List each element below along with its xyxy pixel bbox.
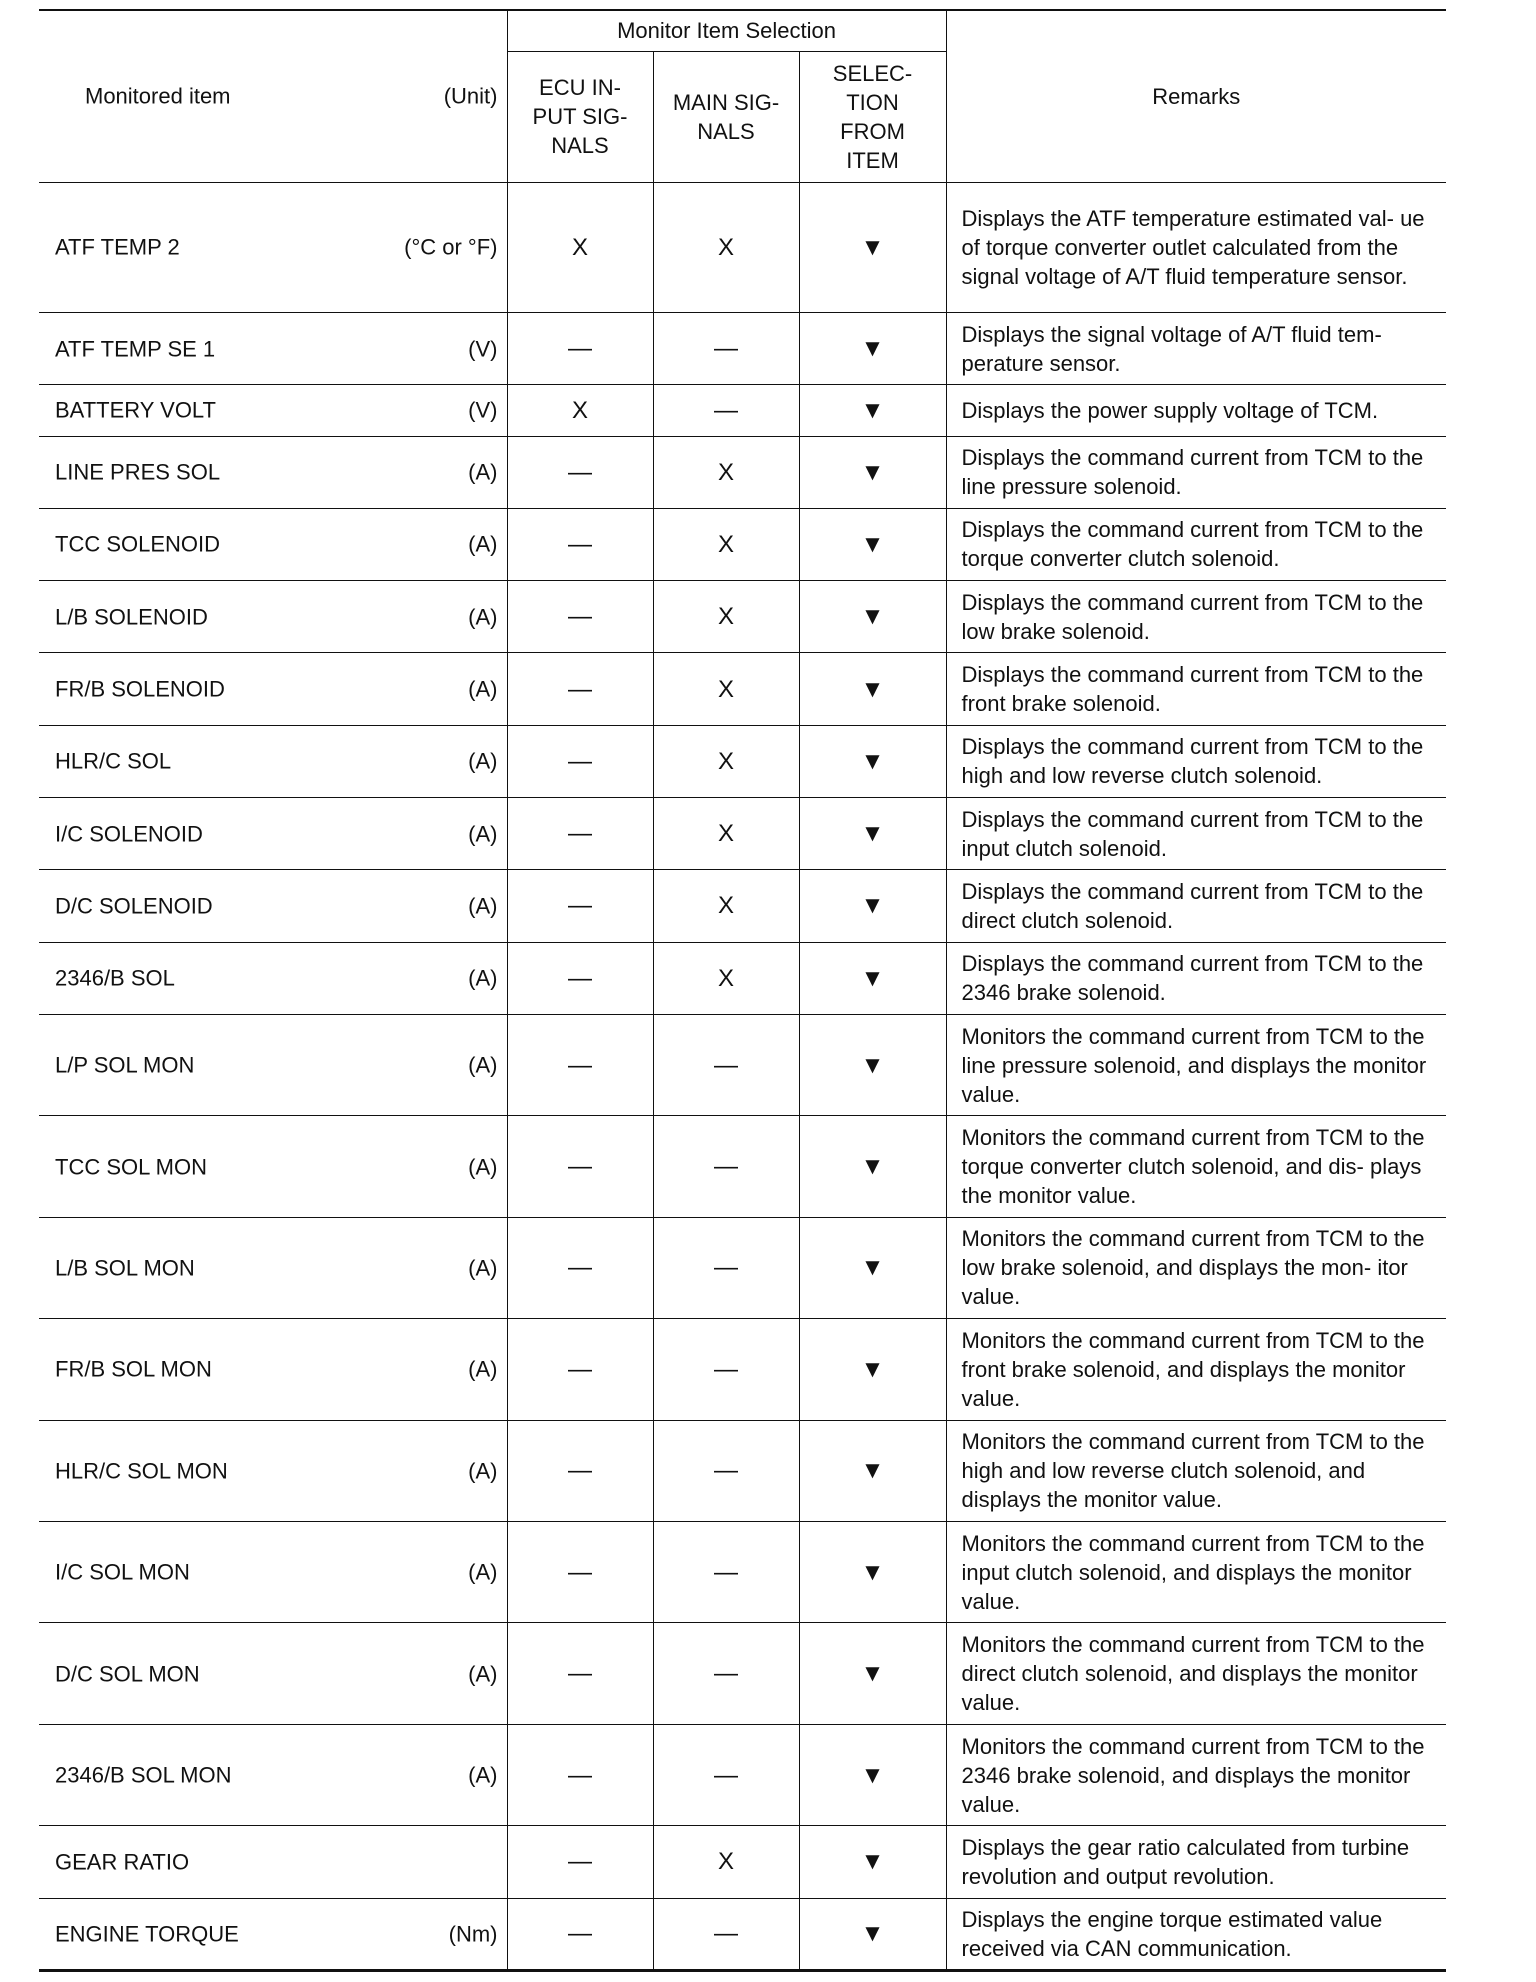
remarks-cell: Monitors the command current from TCM to the direct clutch solenoid, and displays the monitor value. — [946, 1623, 1446, 1724]
selection-from-item-mark: ▼ — [799, 1116, 946, 1217]
header-ecu-input-signals: ECU IN- PUT SIG- NALS — [507, 51, 653, 182]
item-unit: (A) — [468, 459, 498, 485]
remarks-cell: Displays the gear ratio calculated from turbine revolution and output revolution. — [946, 1826, 1446, 1898]
main-signal-mark: X — [653, 1826, 799, 1898]
monitored-item-cell — [39, 1420, 507, 1521]
item-name: TCC SOL MON — [55, 1154, 207, 1180]
monitored-item-cell — [39, 1724, 507, 1825]
monitored-item-cell — [39, 1217, 507, 1318]
ecu-input-signal-mark: — — [507, 1014, 653, 1115]
selection-from-item-mark: ▼ — [799, 1319, 946, 1420]
selection-from-item-mark: ▼ — [799, 313, 946, 385]
item-unit: (V) — [468, 336, 498, 362]
item-name: I/C SOLENOID — [55, 821, 203, 847]
item-name: L/B SOL MON — [55, 1255, 195, 1281]
table-row — [39, 581, 1446, 653]
main-signal-mark: X — [653, 182, 799, 313]
table-row — [39, 1014, 1446, 1115]
table-row — [39, 1116, 1446, 1217]
item-unit: (A) — [468, 1762, 498, 1788]
main-signal-mark: — — [653, 313, 799, 385]
header-unit-label: (Unit) — [443, 83, 498, 109]
main-signal-mark: X — [653, 436, 799, 508]
item-name: L/B SOLENOID — [55, 604, 208, 630]
remarks-cell: Displays the signal voltage of A/T fluid tem- perature sensor. — [946, 313, 1446, 385]
remarks-cell: Displays the power supply voltage of TCM. — [946, 385, 1446, 436]
item-name: FR/B SOLENOID — [55, 676, 225, 702]
monitored-item-cell — [39, 1623, 507, 1724]
table-row — [39, 436, 1446, 508]
main-signal-mark: X — [653, 798, 799, 870]
remarks-cell: Displays the command current from TCM to the torque converter clutch solenoid. — [946, 508, 1446, 580]
table-row — [39, 725, 1446, 797]
item-unit: (A) — [468, 1154, 498, 1180]
remarks-cell: Monitors the command current from TCM to the high and low reverse clutch solenoid, and displays the monitor value. — [946, 1420, 1446, 1521]
monitored-item-cell — [39, 1826, 507, 1898]
item-name: FR/B SOL MON — [55, 1356, 212, 1382]
ecu-input-signal-mark: — — [507, 508, 653, 580]
item-name: LINE PRES SOL — [55, 459, 221, 485]
remarks-cell: Monitors the command current from TCM to the 2346 brake solenoid, and displays the monitor value. — [946, 1724, 1446, 1825]
item-unit: (A) — [468, 1255, 498, 1281]
item-unit: (A) — [468, 893, 498, 919]
main-signal-mark: — — [653, 1014, 799, 1115]
item-name: TCC SOLENOID — [55, 531, 221, 557]
item-unit: (A) — [468, 604, 498, 630]
remarks-cell: Monitors the command current from TCM to the line pressure solenoid, and displays the monitor value. — [946, 1014, 1446, 1115]
ecu-input-signal-mark: — — [507, 653, 653, 725]
item-unit: (A) — [468, 748, 498, 774]
table-row — [39, 1623, 1446, 1724]
table-row — [39, 385, 1446, 436]
table-row — [39, 798, 1446, 870]
selection-from-item-mark: ▼ — [799, 1826, 946, 1898]
selection-from-item-mark: ▼ — [799, 385, 946, 436]
item-name: ATF TEMP SE 1 — [55, 336, 216, 362]
ecu-input-signal-mark: — — [507, 1724, 653, 1825]
ecu-input-signal-mark: — — [507, 581, 653, 653]
monitored-item-cell — [39, 508, 507, 580]
item-unit: (A) — [468, 965, 498, 991]
header-remarks: Remarks — [946, 10, 1446, 182]
ecu-input-signal-mark: — — [507, 1826, 653, 1898]
ecu-input-signal-mark: — — [507, 436, 653, 508]
monitored-item-cell — [39, 313, 507, 385]
ecu-input-signal-mark: — — [507, 1522, 653, 1623]
item-unit: (A) — [468, 1356, 498, 1382]
header-selection-from-item: SELEC- TION FROM ITEM — [799, 51, 946, 182]
item-unit: (V) — [468, 397, 498, 423]
selection-from-item-mark: ▼ — [799, 581, 946, 653]
main-signal-mark: X — [653, 653, 799, 725]
ecu-input-signal-mark: — — [507, 1319, 653, 1420]
item-unit: (A) — [468, 676, 498, 702]
remarks-cell: Monitors the command current from TCM to the input clutch solenoid, and displays the monitor value. — [946, 1522, 1446, 1623]
monitored-item-cell — [39, 182, 507, 313]
monitored-item-cell — [39, 436, 507, 508]
selection-from-item-mark: ▼ — [799, 1898, 946, 1970]
selection-from-item-mark: ▼ — [799, 1420, 946, 1521]
main-signal-mark: — — [653, 1217, 799, 1318]
remarks-cell: Displays the command current from TCM to the low brake solenoid. — [946, 581, 1446, 653]
selection-from-item-mark: ▼ — [799, 1522, 946, 1623]
main-signal-mark: — — [653, 1898, 799, 1970]
monitored-item-cell — [39, 798, 507, 870]
ecu-input-signal-mark: — — [507, 942, 653, 1014]
main-signal-mark: — — [653, 1522, 799, 1623]
header-monitored-item-label: Monitored item — [85, 83, 231, 109]
monitored-item-cell — [39, 870, 507, 942]
monitored-item-cell — [39, 1319, 507, 1420]
main-signal-mark: X — [653, 508, 799, 580]
table-row — [39, 653, 1446, 725]
item-name: 2346/B SOL MON — [55, 1762, 232, 1788]
remarks-cell: Displays the command current from TCM to the input clutch solenoid. — [946, 798, 1446, 870]
remarks-cell: Displays the command current from TCM to the line pressure solenoid. — [946, 436, 1446, 508]
table-row — [39, 1319, 1446, 1420]
table-row — [39, 1420, 1446, 1521]
item-unit: (°C or °F) — [404, 234, 498, 260]
header-monitored-item — [39, 10, 507, 182]
item-unit: (Nm) — [448, 1921, 498, 1947]
selection-from-item-mark: ▼ — [799, 182, 946, 313]
item-name: HLR/C SOL — [55, 748, 172, 774]
monitored-item-cell — [39, 1014, 507, 1115]
remarks-cell: Monitors the command current from TCM to the front brake solenoid, and displays the monitor value. — [946, 1319, 1446, 1420]
table-row — [39, 942, 1446, 1014]
item-unit: (A) — [468, 1052, 498, 1078]
remarks-cell: Displays the command current from TCM to the high and low reverse clutch solenoid. — [946, 725, 1446, 797]
monitored-item-cell — [39, 1898, 507, 1970]
main-signal-mark: X — [653, 725, 799, 797]
remarks-cell: Displays the ATF temperature estimated val- ue of torque converter outlet calculated from the signal voltage of A/T fluid temperature sensor. — [946, 182, 1446, 313]
ecu-input-signal-mark: — — [507, 870, 653, 942]
main-signal-mark: — — [653, 1724, 799, 1825]
table-row — [39, 313, 1446, 385]
remarks-cell: Displays the command current from TCM to the front brake solenoid. — [946, 653, 1446, 725]
main-signal-mark: — — [653, 1420, 799, 1521]
ecu-input-signal-mark: — — [507, 798, 653, 870]
remarks-cell: Displays the command current from TCM to the direct clutch solenoid. — [946, 870, 1446, 942]
item-name: 2346/B SOL — [55, 965, 175, 991]
remarks-cell: Displays the command current from TCM to the 2346 brake solenoid. — [946, 942, 1446, 1014]
table-row — [39, 870, 1446, 942]
monitor-item-table — [39, 9, 1446, 1972]
main-signal-mark: X — [653, 581, 799, 653]
main-signal-mark: — — [653, 1623, 799, 1724]
selection-from-item-mark: ▼ — [799, 1623, 946, 1724]
remarks-cell: Monitors the command current from TCM to the low brake solenoid, and displays the mon- itor value. — [946, 1217, 1446, 1318]
remarks-cell: Monitors the command current from TCM to the torque converter clutch solenoid, and dis- plays the monitor value. — [946, 1116, 1446, 1217]
ecu-input-signal-mark: — — [507, 1217, 653, 1318]
item-name: D/C SOL MON — [55, 1661, 200, 1687]
main-signal-mark: X — [653, 870, 799, 942]
item-unit: (A) — [468, 1661, 498, 1687]
item-name: BATTERY VOLT — [55, 397, 216, 423]
table-row — [39, 1826, 1446, 1898]
table-row — [39, 1724, 1446, 1825]
main-signal-mark: X — [653, 942, 799, 1014]
main-signal-mark: — — [653, 1116, 799, 1217]
ecu-input-signal-mark: — — [507, 725, 653, 797]
selection-from-item-mark: ▼ — [799, 798, 946, 870]
selection-from-item-mark: ▼ — [799, 1014, 946, 1115]
selection-from-item-mark: ▼ — [799, 1217, 946, 1318]
ecu-input-signal-mark: — — [507, 1898, 653, 1970]
monitored-item-cell — [39, 1522, 507, 1623]
ecu-input-signal-mark: — — [507, 1623, 653, 1724]
ecu-input-signal-mark: X — [507, 182, 653, 313]
item-name: I/C SOL MON — [55, 1559, 190, 1585]
ecu-input-signal-mark: X — [507, 385, 653, 436]
item-name: ATF TEMP 2 — [55, 234, 180, 260]
item-unit: (A) — [468, 531, 498, 557]
item-unit: (A) — [468, 1458, 498, 1484]
selection-from-item-mark: ▼ — [799, 942, 946, 1014]
ecu-input-signal-mark: — — [507, 1420, 653, 1521]
selection-from-item-mark: ▼ — [799, 725, 946, 797]
selection-from-item-mark: ▼ — [799, 508, 946, 580]
item-name: D/C SOLENOID — [55, 893, 213, 919]
item-unit: (A) — [468, 1559, 498, 1585]
selection-from-item-mark: ▼ — [799, 436, 946, 508]
ecu-input-signal-mark: — — [507, 313, 653, 385]
item-name: HLR/C SOL MON — [55, 1458, 228, 1484]
monitored-item-cell — [39, 581, 507, 653]
item-unit: (A) — [468, 821, 498, 847]
monitored-item-cell — [39, 1116, 507, 1217]
item-name: ENGINE TORQUE — [55, 1921, 239, 1947]
selection-from-item-mark: ▼ — [799, 653, 946, 725]
header-main-signals: MAIN SIG- NALS — [653, 51, 799, 182]
header-monitor-item-selection: Monitor Item Selection — [507, 10, 946, 51]
item-name: GEAR RATIO — [55, 1849, 190, 1875]
ecu-input-signal-mark: — — [507, 1116, 653, 1217]
monitored-item-cell — [39, 385, 507, 436]
main-signal-mark: — — [653, 385, 799, 436]
main-signal-mark: — — [653, 1319, 799, 1420]
table-row — [39, 508, 1446, 580]
selection-from-item-mark: ▼ — [799, 870, 946, 942]
monitored-item-cell — [39, 725, 507, 797]
item-name: L/P SOL MON — [55, 1052, 195, 1078]
table-row — [39, 1522, 1446, 1623]
monitored-item-cell — [39, 942, 507, 1014]
table-row — [39, 1898, 1446, 1970]
remarks-cell: Displays the engine torque estimated value received via CAN communication. — [946, 1898, 1446, 1970]
selection-from-item-mark: ▼ — [799, 1724, 946, 1825]
table-row — [39, 182, 1446, 313]
monitored-item-cell — [39, 653, 507, 725]
table-row — [39, 1217, 1446, 1318]
